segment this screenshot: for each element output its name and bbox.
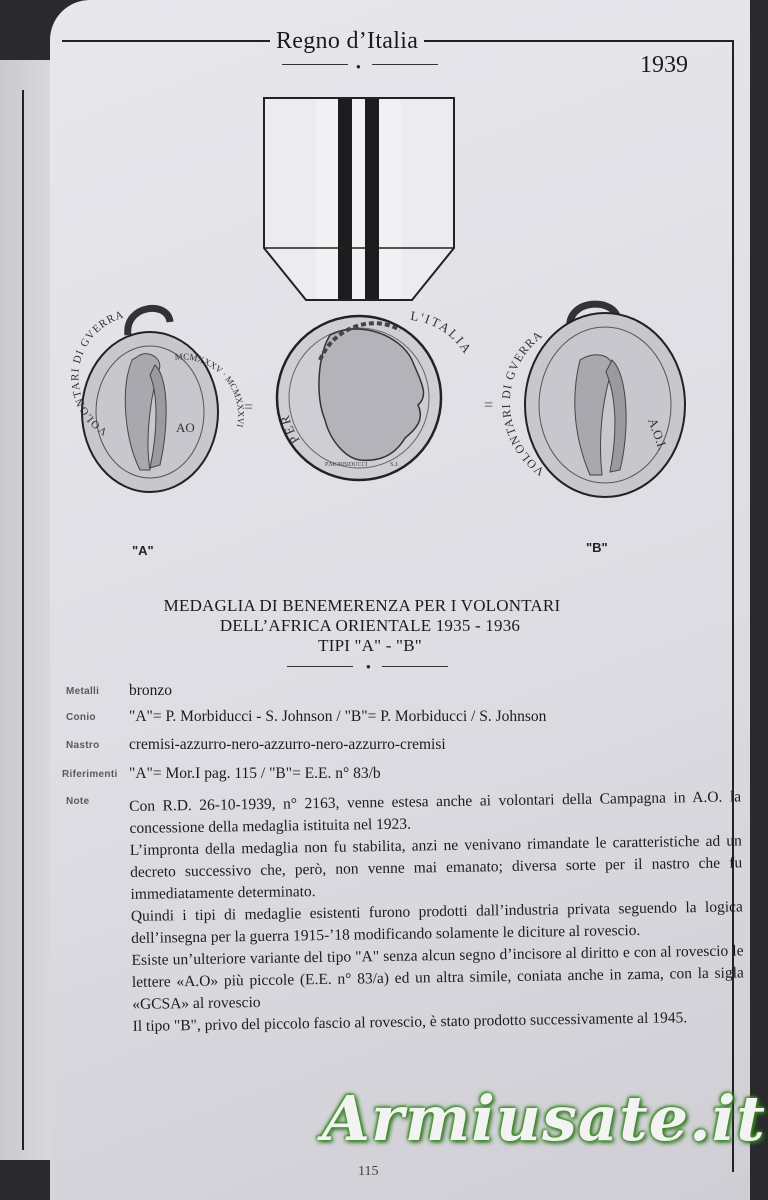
note-paragraph: Il tipo "B", privo del piccolo fascio al rovescio, è stato prodotto successivamente al 1945.	[132, 1009, 688, 1035]
ribbon-stripe	[379, 99, 401, 299]
field-label: Metalli	[66, 686, 100, 697]
page-number: 115	[358, 1164, 379, 1179]
note-paragraph: Con R.D. 26-10-1939, n° 2163, venne estesa anche ai volontari della Campagna in A.O. la concessione della medaglia istituita nel 1923.	[129, 788, 742, 837]
svg-text:S.J.: S.J.	[390, 462, 399, 468]
svg-text:AO: AO	[176, 420, 195, 435]
svg-text:P.MORBIDUCCI: P.MORBIDUCCI	[325, 462, 368, 468]
equals-sign-right: =	[484, 397, 494, 414]
title-line-3: TIPI "A" - "B"	[318, 636, 422, 655]
medal-center-obverse	[276, 308, 475, 480]
field-value: "A"= Mor.I pag. 115 / "B"= E.E. n° 83/b	[129, 765, 381, 782]
equals-sign-left: =	[244, 399, 254, 416]
svg-text:L'ITALIA: L'ITALIA	[409, 307, 476, 358]
note-paragraph: L’impronta della medaglia non fu stabilita, anzi ne venivano rimandate le caratteristiche ad un decreto successivo che, però, non venne mai emanato; diversa sorte per il nastro che fu immediatamente determinato.	[129, 832, 743, 903]
field-value: bronzo	[129, 682, 173, 699]
field-label: Riferimenti	[62, 769, 118, 780]
medal-title	[100, 596, 640, 656]
title-ornament-dot: ●	[366, 662, 371, 671]
ribbon-stripe	[365, 99, 379, 299]
medal-a-label: "A"	[132, 543, 154, 558]
svg-text:PER: PER	[276, 412, 303, 447]
medal-b-label: "B"	[586, 540, 608, 555]
medal-b	[499, 304, 685, 497]
title-line-2: DELL’AFRICA ORIENTALE 1935 - 1936	[219, 616, 521, 635]
title-line-1: MEDAGLIA DI BENEMERENZA PER I VOLONTARI	[163, 596, 561, 615]
field-value: cremisi-azzurro-nero-azzurro-nero-azzurro-cremisi	[129, 736, 446, 753]
title-rule-right	[382, 666, 448, 667]
medal-a	[69, 308, 246, 492]
note-paragraph: Quindi i tipi di medaglie esistenti furono prodotti dall’industria privata seguendo la logica dell’insegna per la guerra 1915-’18 modificando solamente le diciture al rovescio.	[130, 898, 743, 947]
field-label: Nastro	[66, 740, 100, 751]
title-rule-left	[287, 666, 353, 667]
note-paragraph: Esiste un’ulteriore variante del tipo "A" senza alcun segno d’incisore al diritto e con al rovescio le lettere «A.O» più piccole (E.E. n° 83/a) ed un altra simile, coniata anche in zama, con la sigla «GCSA» al rovescio	[131, 942, 744, 1013]
field-label: Conio	[66, 712, 96, 723]
watermark-logo: Armiusate.it	[322, 1082, 766, 1155]
ribbon	[264, 98, 454, 300]
ribbon-stripe	[352, 99, 365, 299]
svg-text:MCMXXXV · MCMXXXVI: MCMXXXV · MCMXXXVI	[174, 351, 247, 429]
ribbon-stripe	[316, 99, 338, 299]
header-ornament-dot: ●	[356, 62, 361, 71]
svg-text:VOLONTARI DI GVERRA: VOLONTARI DI GVERRA	[69, 308, 126, 438]
notes-text	[129, 786, 745, 1038]
page-year: 1939	[640, 52, 688, 78]
field-label: Note	[66, 796, 90, 807]
field-value: "A"= P. Morbiducci - S. Johnson / "B"= P. Morbiducci / S. Johnson	[129, 708, 547, 725]
svg-text:A.O.I.: A.O.I.	[645, 415, 671, 452]
svg-text:VOLONTARI DI GVERRA: VOLONTARI DI GVERRA	[498, 327, 547, 479]
ribbon-stripe	[338, 99, 352, 299]
page-header-title: Regno d’Italia	[270, 28, 424, 55]
